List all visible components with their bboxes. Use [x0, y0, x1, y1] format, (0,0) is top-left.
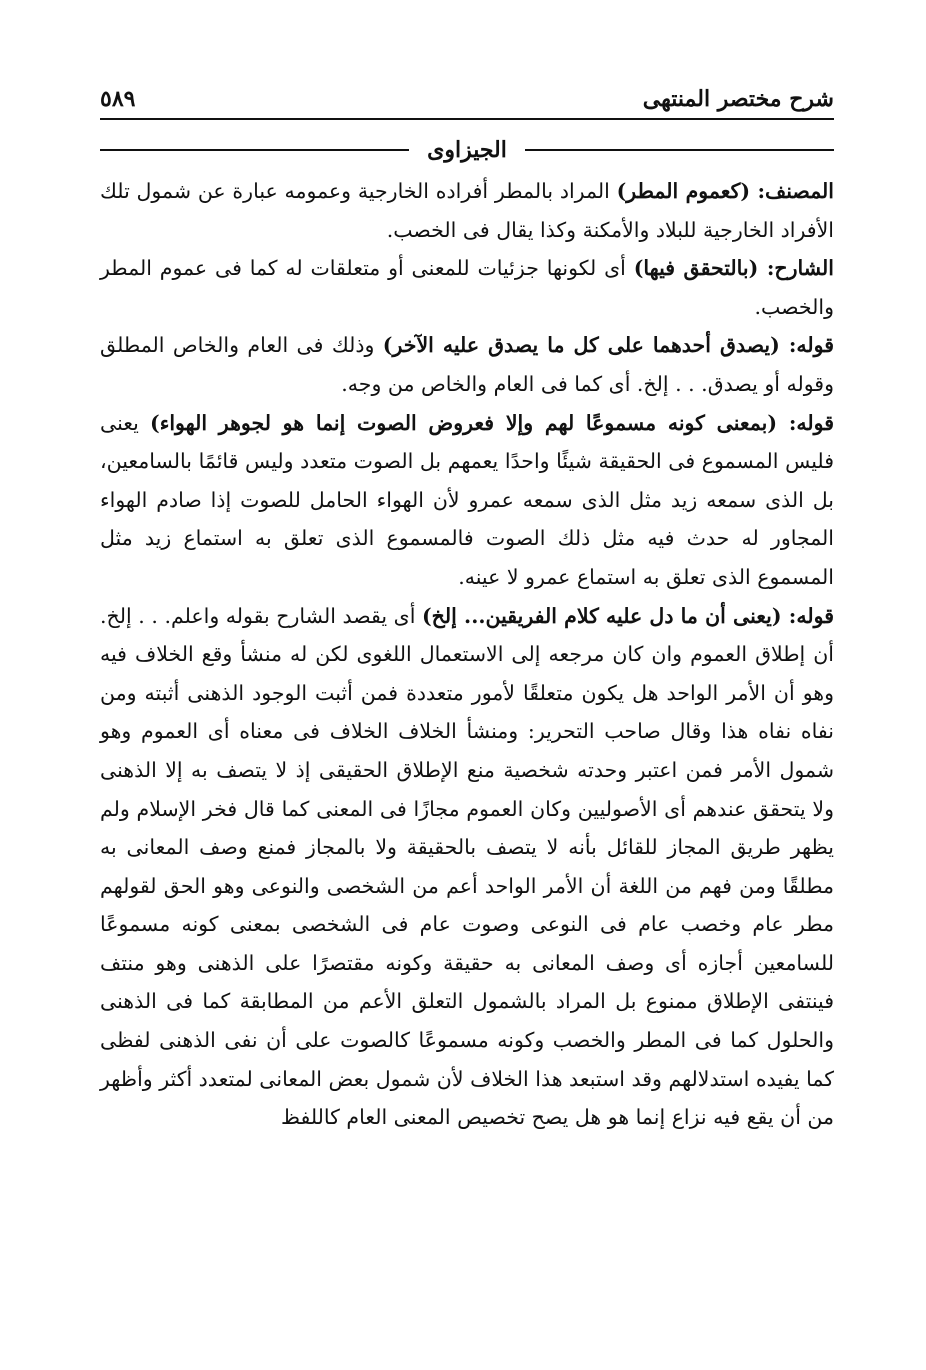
section-heading [100, 134, 834, 166]
heading-rule-right [525, 149, 834, 151]
header-rule [100, 118, 834, 120]
paragraph-text: يعنى فليس المسموع فى الحقيقة شيئًا واحدًا يعمهم بل الصوت متعدد وليس قائمًا بالسامعين، بل الذى سمعه زيد مثل الذى سمعه عمرو لأن الهواء الحامل للصوت إذا صادم الهواء المجاور له حدث فيه مثل ذلك الصوت فالمسموع الذى تعلق به استماع زيد مثل المسموع الذى تعلق به استماع عمرو لا عينه. [100, 410, 834, 589]
paragraph [100, 597, 834, 1137]
paragraph-text: المراد بالمطر أفراده الخارجية وعمومه عبارة عن شمول تلك الأفراد الخارجية للبلاد والأمكنة وكذا يقال فى الخصب. [100, 179, 834, 242]
paragraph-lead: الشارح: [766, 256, 834, 281]
paragraph-quote: (بالتحقق فيها) [633, 256, 767, 281]
paragraph-lead: قوله: [788, 410, 835, 435]
paragraph [100, 249, 834, 326]
section-title: الجيزاوى [427, 137, 507, 163]
paragraph-text: وذلك فى العام والخاص المطلق وقوله أو يصدق. . . إلخ. أى كما فى العام والخاص من وجه. [100, 333, 834, 396]
running-head [100, 84, 834, 114]
paragraph [100, 404, 834, 597]
paragraph-quote: (بمعنى كونه مسموعًا لهم وإلا فعروض الصوت إنما هو لجوهر الهواء) [150, 410, 789, 435]
paragraph-quote: (يصدق أحدهما على كل ما يصدق عليه الآخر) [382, 333, 789, 358]
paragraph-lead: قوله: [788, 603, 834, 628]
heading-rule-left [100, 149, 409, 151]
paragraph-text: أى يقصد الشارح بقوله واعلم. . . إلخ. أن إطلاق العموم وان كان مرجعه إلى الاستعمال اللغوى لكن له منشأ وقع الخلاف فيه وهو أن الأمر الواحد هل يكون متعلقًا لأمور متعددة فمن أثبت الوجود الذهنى أثبته ومن نفاه نفاه هذا وقال صاحب التحرير: ومنشأ الخلاف الخلاف فى معناه أى العموم وهو شمول الأمر فمن اعتبر وحدته شخصية منع الإطلاق الحقيقى إذ لا يتصف به إلا الذهنى ولا يتحقق عندهم أى الأصوليين وكان العموم مجازًا فى المعنى كما قال فخر الإسلام ولم يظهر طريق المجاز للقائل بأنه لا يتصف بالحقيقة ولا بالمجاز فمنع وصف المعانى به مطلقًا ومن فهم من اللغة أن الأمر الواحد أعم من الشخصى والنوعى وهو الحق لقولهم مطر عام وخصب عام فى النوعى وصوت عام فى الشخصى بمعنى كونه مسموعًا للسامعين أجازه أى وصف المعانى به حقيقة وكونه مقتصرًا على الذهنى وهو منتف فينتفى الإطلاق ممنوع بل المراد بالشمول التعلق الأعم من المطابقة كما فى الذهنى والحلول كما فى المطر والخصب وكونه مسموعًا كالصوت على أن نفى الذهنى لفظى كما يفيده استدلالهم وقد استبعد هذا الخلاف لأن شمول بعض المعانى لمتعدد أكثر وأظهر من أن يقع فيه نزاع إنما هو هل يصح تخصيص المعنى العام كاللفظ [100, 603, 834, 1130]
page-number: ٥٨٩ [100, 86, 136, 112]
paragraph-quote: (كعموم المطر) [616, 179, 758, 203]
paragraph-lead: المصنف: [757, 179, 834, 203]
paragraph-lead: قوله: [788, 333, 835, 358]
body-text [100, 172, 834, 1137]
paragraph [100, 172, 834, 249]
book-title: شرح مختصر المنتهى [642, 86, 834, 112]
paragraph [100, 326, 834, 403]
paragraph-quote: (يعنى أن ما دل عليه كلام الفريقين... إلخ) [421, 603, 789, 628]
paragraph-text: أى لكونها جزئيات للمعنى أو متعلقات له كما فى عموم المطر والخصب. [100, 256, 834, 319]
